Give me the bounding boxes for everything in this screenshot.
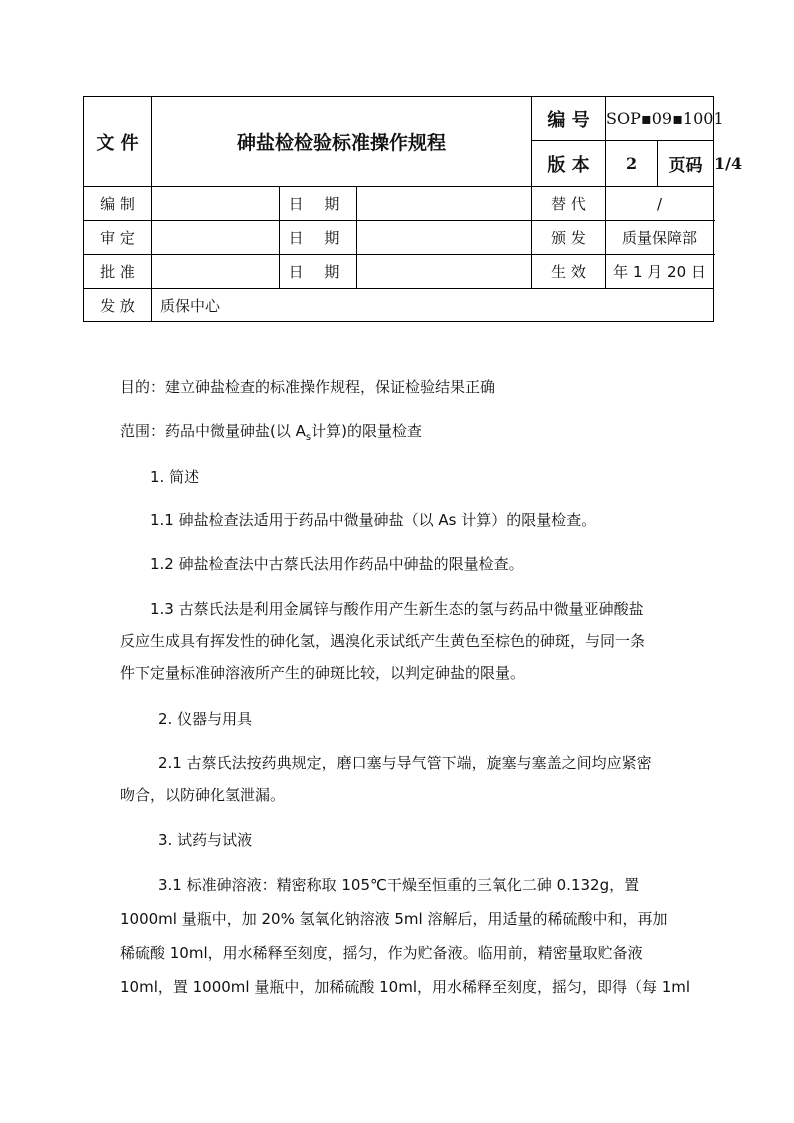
section-2-title: 2. 仪器与用具 — [158, 710, 253, 728]
date-label: 日 期 — [280, 221, 357, 255]
table-row — [84, 187, 714, 221]
scope-suffix: 计算)的限量检查 — [311, 422, 422, 440]
paragraph-line: 吻合，以防砷化氢泄漏。 — [120, 786, 286, 804]
scope-line — [120, 415, 680, 454]
table-row — [84, 289, 714, 322]
section-1-title: 1. 简述 — [150, 468, 200, 486]
paragraph-line: 1000ml 量瓶中，加 20% 氢氧化钠溶液 5ml 溶解后，用适量的稀硫酸中和，再加 — [120, 910, 668, 928]
doc-title: 砷盐检检验标准操作规程 — [152, 97, 532, 187]
right-label: 颁 发 — [532, 221, 606, 255]
right-value: / — [606, 187, 714, 221]
scope-subscript: s — [305, 432, 312, 443]
right-value: 年 1 月 20 日 — [606, 255, 714, 289]
paragraph-line: 3.1 标准砷溶液：精密称取 105℃干燥至恒重的三氧化二砷 0.132g，置 — [158, 876, 640, 894]
table-row — [84, 255, 714, 289]
date-blank — [357, 187, 532, 221]
section-3-1 — [120, 868, 691, 1004]
paragraph-line: 反应生成具有挥发性的砷化氢，遇溴化汞试纸产生黄色至棕色的砷斑，与同一条 — [120, 632, 646, 650]
right-label: 替 代 — [532, 187, 606, 221]
number-value: SOP▪09▪1001 — [606, 97, 714, 141]
distribute-label: 发 放 — [84, 289, 152, 322]
paragraph-line: 1.3 古蔡氏法是利用金属锌与酸作用产生新生态的氢与药品中微量亚砷酸盐 — [150, 600, 644, 618]
version-label: 版 本 — [532, 141, 606, 187]
date-label: 日 期 — [280, 187, 357, 221]
paragraph-line: 10ml，置 1000ml 量瓶中，加稀硫酸 10ml，用水稀释至刻度，摇匀，即得（每 1ml — [120, 978, 691, 996]
date-blank — [357, 255, 532, 289]
section-3-title: 3. 试药与试液 — [158, 831, 253, 849]
date-label: 日 期 — [280, 255, 357, 289]
version-value: 2 — [606, 141, 658, 187]
purpose-line: 目的：建立砷盐检查的标准操作规程，保证检验结果正确 — [120, 378, 496, 396]
section-1-2: 1.2 砷盐检查法中古蔡氏法用作药品中砷盐的限量检查。 — [150, 555, 524, 573]
scope-prefix: 范围：药品中微量砷盐(以 A — [120, 422, 306, 440]
row-blank — [152, 221, 280, 255]
row-label: 批 准 — [84, 255, 152, 289]
section-1-1: 1.1 砷盐检查法适用于药品中微量砷盐（以 As 计算）的限量检查。 — [150, 511, 597, 529]
paragraph-line: 件下定量标准砷溶液所产生的砷斑比较，以判定砷盐的限量。 — [120, 664, 526, 682]
date-blank — [357, 221, 532, 255]
page-label: 页码 — [658, 141, 714, 187]
row-label: 审 定 — [84, 221, 152, 255]
paragraph-line: 稀硫酸 10ml，用水稀释至刻度，摇匀，作为贮备液。临用前，精密量取贮备液 — [120, 944, 643, 962]
paragraph-line: 2.1 古蔡氏法按药典规定，磨口塞与导气管下端，旋塞与塞盖之间均应紧密 — [158, 754, 652, 772]
row-blank — [152, 187, 280, 221]
number-label: 编 号 — [532, 97, 606, 141]
section-1-3 — [120, 593, 685, 689]
row-label: 编 制 — [84, 187, 152, 221]
right-label: 生 效 — [532, 255, 606, 289]
right-value: 质量保障部 — [606, 221, 714, 255]
section-2-1 — [120, 747, 685, 811]
distribute-value: 质保中心 — [152, 289, 714, 322]
doc-label: 文 件 — [84, 97, 152, 187]
table-row — [84, 221, 714, 255]
row-blank — [152, 255, 280, 289]
document-header-table: 文 件 砷盐检检验标准操作规程 编 号 SOP▪09▪1001 版 本 2 页码 1/4 编 制 日 期 替 代 / 审 定 日 期 颁 发 质量保障部 批 准 日 期 生 效 年 1 月 20 日 发 放 质保中心 — [83, 96, 714, 322]
